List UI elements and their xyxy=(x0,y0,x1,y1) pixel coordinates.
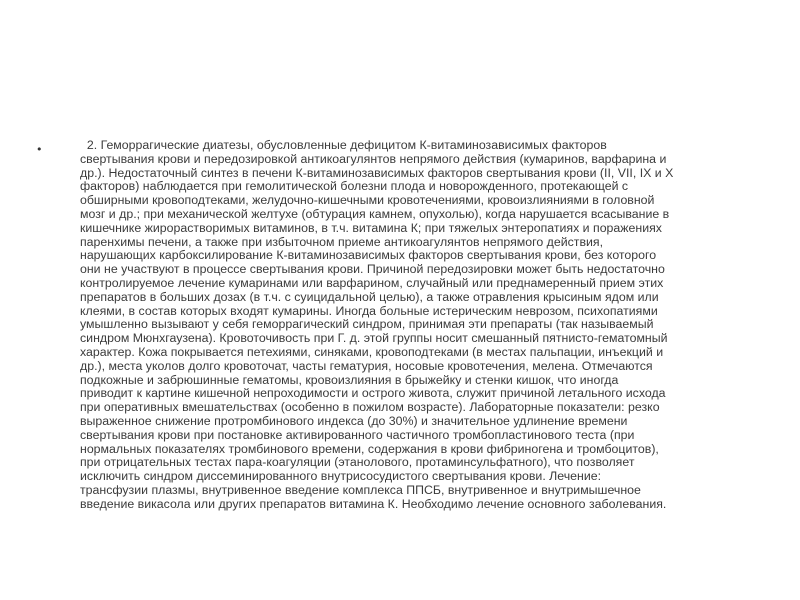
paragraph-line: препаратов в больших дозах (в т.ч. с суицидальной целью), а также отравления крысиным ядом или xyxy=(80,289,659,304)
paragraph-line: факторов) наблюдается при гемолитической болезни плода и новорожденного, протекающей с xyxy=(80,179,629,194)
paragraph-line: умышленно вызывают у себя геморрагический синдром, принимая эти препараты (так называемый xyxy=(80,317,654,332)
paragraph-line: кишечнике жирорастворимых витаминов, в т.ч. витамина К; при тяжелых энтеропатиях и поражениях xyxy=(80,220,662,235)
paragraph-line: характер. Кожа покрывается петехиями, синяками, кровоподтеками (в местах пальпации, инъекций и xyxy=(80,344,664,359)
paragraph-line: 2. Геморрагические диатезы, обусловленные дефицитом К-витаминозависимых факторов xyxy=(80,138,607,152)
paragraph-line: подкожные и забрюшинные гематомы, кровоизлияния в брыжейку и стенки кишок, что иногда xyxy=(80,372,619,387)
paragraph-line: обширными кровоподтеками, желудочно-кишечными кровотечениями, кровоизлияниями в головной xyxy=(80,193,655,208)
paragraph-line: др.), места уколов долго кровоточат, часты гематурия, носовые кровотечения, мелена. Отмечаются xyxy=(80,358,653,373)
paragraph-line: выраженное снижение протромбинового индекса (до 30%) и значительное удлинение времени xyxy=(80,413,628,428)
paragraph-line: контролируемое лечение кумаринами или варфарином, случайный или преднамеренный прием этих xyxy=(80,275,664,290)
paragraph-line: синдром Мюнхгаузена). Кровоточивость при Г. д. этой группы носит смешанный пятнисто-гематомный xyxy=(80,331,668,346)
paragraph-line: клеями, в состав которых входят кумарины. Иногда больные истерическим неврозом, психопатиями xyxy=(80,303,658,318)
paragraph-line: они не участвуют в процессе свертывания крови. Причиной передозировки может быть недостаточно xyxy=(80,262,665,277)
paragraph-line: свертывания крови и передозировкой антикоагулянтов непрямого действия (кумаринов, варфарина и xyxy=(80,151,667,166)
paragraph-line: нормальных показателях тромбинового времени, содержания в крови фибриногена и тромбоцитов), xyxy=(80,441,659,456)
paragraph-line: свертывания крови при постановке активированного частичного тромбопластинового теста (при xyxy=(80,427,635,442)
paragraph-line: при оперативных вмешательствах (особенно в пожилом возрасте). Лабораторные показатели: резко xyxy=(80,400,660,415)
paragraph-line: паренхимы печени, а также при избыточном приеме антикоагулянтов непрямого действия, xyxy=(80,234,604,249)
paragraph-line: исключить синдром диссеминированного внутрисосудистого свертывания крови. Лечение: xyxy=(80,469,602,484)
paragraph-line: введение викасола или других препаратов витамина К. Необходимо лечение основного заболевания. xyxy=(80,496,667,511)
body-paragraph xyxy=(80,139,752,512)
paragraph-line: мозг и др.; при механической желтухе (обтурация камнем, опухолью), когда нарушается всасывание в xyxy=(80,206,670,221)
paragraph-line: при отрицательных тестах пара-коагуляции (этанолового, протаминсульфатного), что позволяет xyxy=(80,455,635,470)
paragraph-line: др.). Недостаточный синтез в печени К-витаминозависимых факторов свертывания крови (II, VII, IX и X xyxy=(80,165,674,180)
paragraph-line: трансфузии плазмы, внутривенное введение комплекса ППСБ, внутривенное и внутримышечное xyxy=(80,482,641,497)
paragraph-line: приводит к картине кишечной непроходимости и острого живота, служит причиной летального исхода xyxy=(80,386,666,401)
paragraph-line: нарушающих карбоксилирование К-витаминозависимых факторов свертывания крови, без которого xyxy=(80,248,657,263)
bullet-marker: • xyxy=(36,143,43,156)
